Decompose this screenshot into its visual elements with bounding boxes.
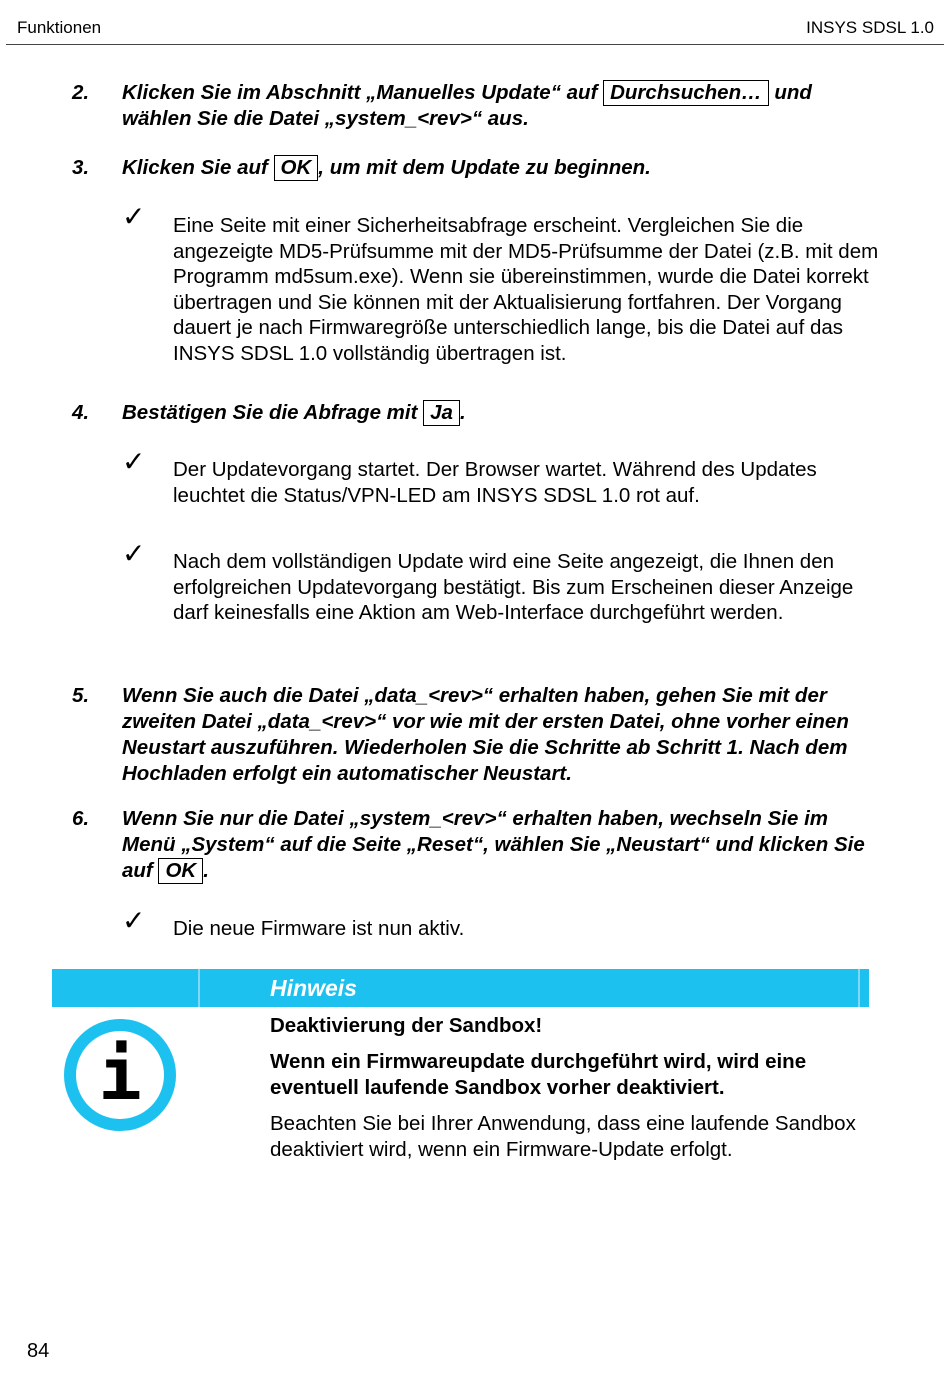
header-section-title: Funktionen [17,18,102,37]
step-text-post: . [203,859,209,882]
hinweis-bold-text: Wenn ein Firmwareupdate durchgeführt wird, wird eine eventuell laufende Sandbox vorher deaktiviert. [270,1050,807,1099]
hinweis-heading: Deaktivierung der Sandbox! [270,1014,543,1037]
header-product-name: INSYS SDSL 1.0 [806,18,934,37]
hinweis-title: Hinweis [270,975,357,1001]
step-text [122,400,882,426]
info-icon-letter: i [98,1032,142,1116]
check-icon: ✓ [122,201,146,232]
ja-button-label: Ja [423,400,460,426]
step-number: 2. [72,81,90,104]
step-text [122,80,882,132]
header-divider [6,44,944,45]
step-text-post: . [459,401,466,424]
step-text-pre: Wenn Sie nur die Datei „system_<rev>“ erhalten haben, wechseln Sie im Menü „System“ auf die Seite „Reset“, wählen Sie „Neustart“ und klicken Sie auf [122,807,865,882]
result-text-1: Eine Seite mit einer Sicherheitsabfrage erscheint. Vergleichen Sie die angezeigte MD5-Prüfsumme mit der MD5-Prüfsumme der Datei (z.B. mit dem Programm md5sum.exe). Wenn sie übereinstimmen, wurde die Datei korrekt übertragen und Sie können mit der Aktualisierung fortfahren. Der Vorgang dauert je nach Firmwaregröße unterschiedlich lange, bis die Datei auf das INSYS SDSL 1.0 vollständig übertragen ist. [173,214,879,365]
step-number: 5. [72,684,90,707]
ok-button-label: OK [158,858,203,884]
step-number: 3. [72,156,90,179]
step-text-post: und wählen Sie die Datei „system_<rev>“ aus. [122,81,812,130]
step-text: Wenn Sie auch die Datei „data_<rev>“ erhalten haben, gehen Sie mit der zweiten Datei „data_<rev>“ vor wie mit der ersten Datei, ohne vorher einen Neustart auszuführen. Wiederholen Sie die Schritte ab Schritt 1. Nach dem Hochladen erfolgt ein automatischer Neustart. [122,684,849,785]
step-text [122,806,882,884]
step-text [122,155,882,181]
info-icon [62,1017,178,1133]
step-number: 6. [72,807,90,830]
step-text-pre: Bestätigen Sie die Abfrage mit [122,401,418,424]
banner-divider [198,969,200,1007]
ok-button-label: OK [274,155,319,181]
step-text-pre: Klicken Sie im Abschnitt „Manuelles Update“ auf [122,81,598,104]
hinweis-banner [52,969,869,1007]
hinweis-text: Beachten Sie bei Ihrer Anwendung, dass eine laufende Sandbox deaktiviert wird, wenn ein Firmware-Update erfolgt. [270,1112,856,1161]
step-text-pre: Klicken Sie auf [122,156,268,179]
result-text-3: Nach dem vollständigen Update wird eine Seite angezeigt, die Ihnen den erfolgreichen Updatevorgang bestätigt. Bis zum Erscheinen dieser Anzeige darf keinesfalls eine Aktion am Web-Interface durchgeführt werden. [173,550,854,624]
result-text-2: Der Updatevorgang startet. Der Browser wartet. Während des Updates leuchtet die Status/VPN-LED am INSYS SDSL 1.0 rot auf. [173,458,817,507]
banner-divider [858,969,860,1007]
durchsuchen-button-label: Durchsuchen… [603,80,769,106]
step-text-post: , um mit dem Update zu beginnen. [318,156,651,179]
page-number: 84 [27,1340,50,1362]
result-text-4: Die neue Firmware ist nun aktiv. [173,917,465,940]
check-icon: ✓ [122,446,146,477]
step-number: 4. [72,401,90,424]
check-icon: ✓ [122,538,146,569]
check-icon: ✓ [122,905,146,936]
